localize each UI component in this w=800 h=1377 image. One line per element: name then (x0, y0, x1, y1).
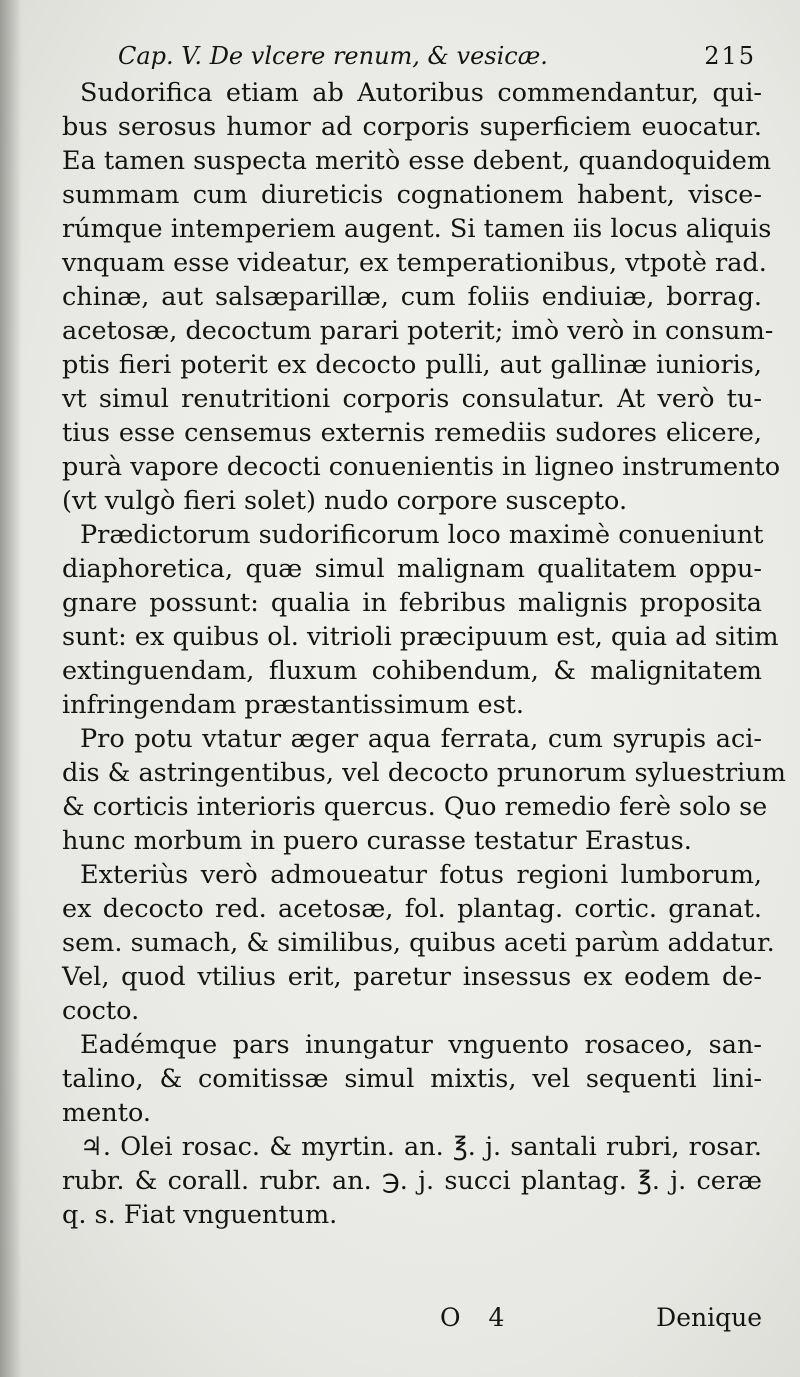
paragraph-potus (62, 722, 786, 858)
text-line: Eadémque pars inungatur vnguento rosaceo, san- (80, 1030, 762, 1060)
text-line: chinæ, aut salsæparillæ, cum foliis endiuiæ, borrag. (62, 282, 762, 312)
text-line: ptis fieri poterit ex decocto pulli, aut gallinæ iunioris, (62, 350, 762, 380)
text-line: Prædictorum sudorificorum loco maximè conueniunt (80, 520, 764, 550)
text-line: extinguendam, fluxum cohibendum, & malignitatem (62, 656, 762, 686)
text-line: talino, & comitissæ simul mixtis, vel sequenti lini- (62, 1064, 762, 1094)
text-line: q. s. Fiat vnguentum. (62, 1200, 338, 1230)
text-line: Ea tamen suspecta meritò esse debent, quandoquidem (62, 146, 772, 176)
text-line: & corticis interioris quercus. Quo remedio ferè solo se (62, 792, 768, 822)
text-line: diaphoretica, quæ simul malignam qualitatem oppu- (62, 554, 762, 584)
page-header (118, 42, 764, 76)
paragraph-unguentum (62, 1028, 762, 1130)
text-line: summam cum diureticis cognationem habent, visce- (62, 180, 762, 210)
text-line: ♃. Olei rosac. & myrtin. an. ℥. j. santali rubri, rosar. (80, 1132, 762, 1162)
text-line: vt simul renutritioni corporis consulatur. At verò tu- (62, 384, 762, 414)
text-line: dis & astringentibus, vel decocto prunorum syluestrium (62, 758, 786, 788)
running-head: Cap. V. De vlcere renum, & vesicæ. (118, 42, 548, 70)
text-line: rubr. & corall. rubr. an. ℈. j. succi plantag. ℥. j. ceræ (62, 1166, 762, 1196)
paragraph-recipe (62, 1130, 762, 1232)
text-line: infringendam præstantissimum est. (62, 690, 525, 720)
text-line: gnare possunt: qualia in febribus malignis proposita (62, 588, 762, 618)
text-line: bus serosus humor ad corporis superficiem euocatur. (62, 112, 762, 142)
page-number: 215 (704, 42, 756, 70)
text-line: acetosæ, decoctum parari poterit; imò verò in consum- (62, 316, 774, 346)
text-line: tius esse censemus externis remediis sudores elicere, (62, 418, 762, 448)
page-body (62, 76, 786, 1232)
text-line: hunc morbum in puero curasse testatur Erastus. (62, 826, 692, 856)
text-line: purà vapore decocti conuenientis in ligneo instrumento (62, 452, 781, 482)
page-footer (62, 1303, 762, 1337)
text-line: cocto. (62, 996, 140, 1026)
paragraph-fotus (62, 858, 775, 1028)
text-line: (vt vulgò fieri solet) nudo corpore suscepto. (62, 486, 628, 516)
signature-mark: O 4 (440, 1303, 515, 1332)
paragraph-sudorifica (62, 76, 781, 518)
catchword: Denique (656, 1303, 762, 1332)
text-line: sem. sumach, & similibus, quibus aceti parùm addatur. (62, 928, 775, 958)
text-line: sunt: ex quibus ol. vitrioli præcipuum est, quia ad sitim (62, 622, 779, 652)
paragraph-diaphoretica (62, 518, 779, 722)
text-line: Exteriùs verò admoueatur fotus regioni lumborum, (80, 860, 762, 890)
text-line: rúmque intemperiem augent. Si tamen iis locus aliquis (62, 214, 772, 244)
text-line: Vel, quod vtilius erit, paretur insessus ex eodem de- (62, 962, 762, 992)
text-line: mento. (62, 1098, 151, 1128)
text-line: Pro potu vtatur æger aqua ferrata, cum syrupis aci- (80, 724, 762, 754)
text-line: vnquam esse videatur, ex temperationibus, vtpotè rad. (62, 248, 767, 278)
text-line: ex decocto red. acetosæ, fol. plantag. cortic. granat. (62, 894, 762, 924)
text-line: Sudorifica etiam ab Autoribus commendantur, qui- (80, 78, 762, 108)
